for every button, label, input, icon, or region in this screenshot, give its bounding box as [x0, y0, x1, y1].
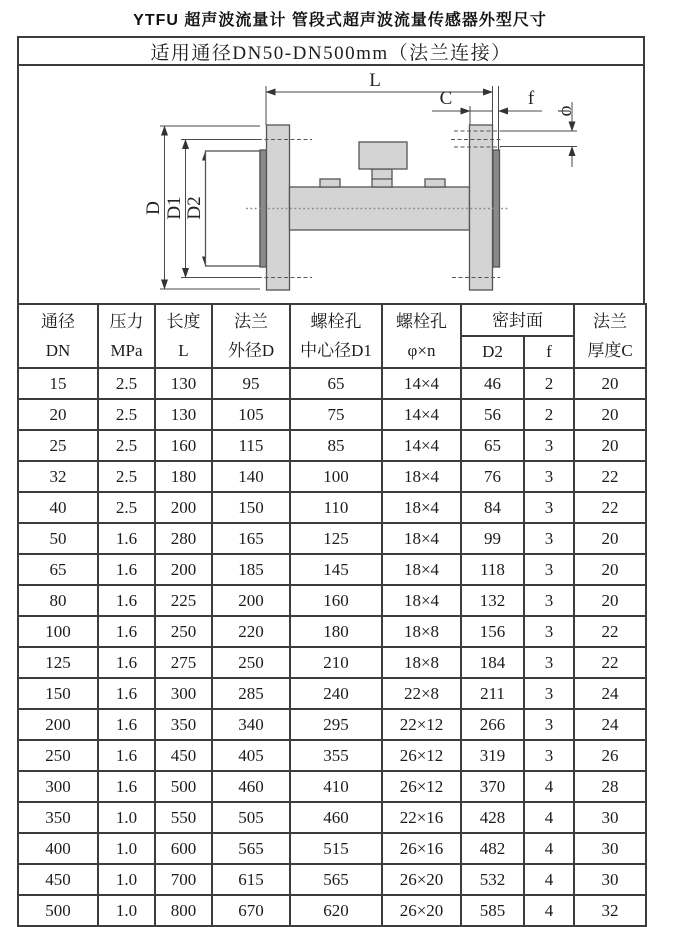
col-header-flange-thickness: 法兰 厚度C	[574, 304, 646, 368]
table-cell: 18×4	[382, 492, 461, 523]
label-f: f	[527, 88, 535, 109]
table-cell: 20	[574, 554, 646, 585]
subtitle-text: 适用通径DN50-DN500mm（法兰连接）	[150, 42, 512, 64]
table-row	[18, 368, 646, 399]
table-cell: 500	[18, 895, 98, 926]
table-cell: 75	[290, 399, 382, 430]
subtitle-bar	[17, 36, 645, 66]
table-cell: 65	[461, 430, 524, 461]
table-cell: 200	[155, 492, 212, 523]
table-cell: 400	[18, 833, 98, 864]
table-cell: 140	[212, 461, 290, 492]
label-phi: φ	[557, 105, 578, 117]
table-cell: 2	[524, 368, 574, 399]
table-cell: 165	[212, 523, 290, 554]
table-cell: 285	[212, 678, 290, 709]
dimension-drawing	[19, 66, 643, 303]
table-cell: 295	[290, 709, 382, 740]
table-row	[18, 864, 646, 895]
table-cell: 450	[155, 740, 212, 771]
table-cell: 132	[461, 585, 524, 616]
table-cell: 266	[461, 709, 524, 740]
table-cell: 84	[461, 492, 524, 523]
table-cell: 405	[212, 740, 290, 771]
table-cell: 22×12	[382, 709, 461, 740]
table-cell: 565	[212, 833, 290, 864]
table-cell: 50	[18, 523, 98, 554]
table-cell: 700	[155, 864, 212, 895]
left-transducer-port	[320, 179, 340, 187]
table-cell: 15	[18, 368, 98, 399]
table-cell: 30	[574, 864, 646, 895]
table-row	[18, 802, 646, 833]
table-cell: 2.5	[98, 368, 155, 399]
table-cell: 180	[155, 461, 212, 492]
table-cell: 450	[18, 864, 98, 895]
table-cell: 56	[461, 399, 524, 430]
table-cell: 20	[574, 585, 646, 616]
table-cell: 600	[155, 833, 212, 864]
table-cell: 2.5	[98, 430, 155, 461]
content-frame	[17, 36, 645, 927]
table-cell: 800	[155, 895, 212, 926]
table-row	[18, 585, 646, 616]
table-row	[18, 833, 646, 864]
table-cell: 130	[155, 368, 212, 399]
table-cell: 118	[461, 554, 524, 585]
col-header-flange-od: 法兰 外径D	[212, 304, 290, 368]
table-header	[18, 304, 646, 368]
junction-box-stem	[372, 169, 392, 187]
col-header-pressure: 压力 MPa	[98, 304, 155, 368]
table-cell: 115	[212, 430, 290, 461]
table-cell: 620	[290, 895, 382, 926]
table-cell: 240	[290, 678, 382, 709]
table-cell: 150	[212, 492, 290, 523]
table-cell: 220	[212, 616, 290, 647]
table-cell: 1.6	[98, 554, 155, 585]
table-cell: 24	[574, 709, 646, 740]
table-cell: 550	[155, 802, 212, 833]
table-cell: 505	[212, 802, 290, 833]
table-cell: 250	[155, 616, 212, 647]
table-cell: 22	[574, 461, 646, 492]
table-cell: 185	[212, 554, 290, 585]
table-row	[18, 740, 646, 771]
table-cell: 460	[290, 802, 382, 833]
table-cell: 30	[574, 802, 646, 833]
table-cell: 28	[574, 771, 646, 802]
table-cell: 145	[290, 554, 382, 585]
table-cell: 40	[18, 492, 98, 523]
table-cell: 180	[290, 616, 382, 647]
table-cell: 3	[524, 709, 574, 740]
table-cell: 3	[524, 647, 574, 678]
table-cell: 1.6	[98, 771, 155, 802]
table-row	[18, 554, 646, 585]
table-cell: 4	[524, 895, 574, 926]
table-cell: 26×20	[382, 864, 461, 895]
table-cell: 3	[524, 461, 574, 492]
sensor-outline-diagram	[17, 64, 645, 305]
table-cell: 211	[461, 678, 524, 709]
table-cell: 3	[524, 678, 574, 709]
table-cell: 428	[461, 802, 524, 833]
table-cell: 20	[574, 523, 646, 554]
table-cell: 22	[574, 647, 646, 678]
document-title: YTFU 超声波流量计 管段式超声波流量传感器外型尺寸	[133, 12, 547, 29]
col-header-f: f	[524, 336, 574, 368]
junction-box	[359, 142, 407, 169]
table-cell: 22×8	[382, 678, 461, 709]
table-cell: 100	[290, 461, 382, 492]
table-cell: 85	[290, 430, 382, 461]
table-cell: 65	[290, 368, 382, 399]
table-cell: 670	[212, 895, 290, 926]
table-cell: 500	[155, 771, 212, 802]
table-cell: 1.0	[98, 802, 155, 833]
table-cell: 1.6	[98, 709, 155, 740]
table-cell: 3	[524, 740, 574, 771]
table-cell: 22	[574, 616, 646, 647]
table-row	[18, 461, 646, 492]
table-cell: 210	[290, 647, 382, 678]
table-cell: 20	[574, 368, 646, 399]
right-transducer-port	[425, 179, 445, 187]
table-cell: 95	[212, 368, 290, 399]
col-header-dn: 通径 DN	[18, 304, 98, 368]
table-row	[18, 709, 646, 740]
table-cell: 4	[524, 864, 574, 895]
table-cell: 275	[155, 647, 212, 678]
col-header-length: 长度 L	[155, 304, 212, 368]
table-row	[18, 616, 646, 647]
table-cell: 160	[155, 430, 212, 461]
label-D2: D2	[184, 196, 205, 220]
dimension-table	[17, 303, 647, 927]
table-cell: 26×12	[382, 740, 461, 771]
table-cell: 20	[18, 399, 98, 430]
col-header-bolt-circle: 螺栓孔 中心径D1	[290, 304, 382, 368]
table-cell: 370	[461, 771, 524, 802]
table-cell: 3	[524, 430, 574, 461]
col-header-bolt-holes: 螺栓孔 φ×n	[382, 304, 461, 368]
table-row	[18, 430, 646, 461]
table-cell: 532	[461, 864, 524, 895]
table-cell: 125	[290, 523, 382, 554]
table-cell: 200	[18, 709, 98, 740]
table-cell: 18×4	[382, 461, 461, 492]
table-cell: 14×4	[382, 430, 461, 461]
table-cell: 18×8	[382, 647, 461, 678]
table-cell: 250	[212, 647, 290, 678]
table-row	[18, 771, 646, 802]
table-cell: 125	[18, 647, 98, 678]
table-cell: 515	[290, 833, 382, 864]
table-cell: 1.0	[98, 833, 155, 864]
table-row	[18, 678, 646, 709]
table-cell: 22	[574, 492, 646, 523]
table-cell: 280	[155, 523, 212, 554]
table-cell: 100	[18, 616, 98, 647]
table-cell: 26×16	[382, 833, 461, 864]
table-cell: 20	[574, 399, 646, 430]
table-cell: 160	[290, 585, 382, 616]
table-cell: 1.6	[98, 585, 155, 616]
table-cell: 26×12	[382, 771, 461, 802]
table-cell: 14×4	[382, 368, 461, 399]
table-cell: 300	[18, 771, 98, 802]
table-cell: 130	[155, 399, 212, 430]
table-cell: 4	[524, 771, 574, 802]
right-flange	[470, 125, 493, 290]
table-cell: 1.6	[98, 523, 155, 554]
table-cell: 2.5	[98, 492, 155, 523]
table-cell: 25	[18, 430, 98, 461]
table-cell: 350	[18, 802, 98, 833]
table-cell: 1.6	[98, 740, 155, 771]
table-cell: 32	[18, 461, 98, 492]
table-cell: 18×4	[382, 554, 461, 585]
table-cell: 460	[212, 771, 290, 802]
table-cell: 184	[461, 647, 524, 678]
table-cell: 3	[524, 554, 574, 585]
col-header-seal-face-group: 密封面	[461, 304, 574, 336]
table-cell: 1.0	[98, 864, 155, 895]
table-cell: 24	[574, 678, 646, 709]
table-cell: 250	[18, 740, 98, 771]
table-cell: 482	[461, 833, 524, 864]
table-row	[18, 523, 646, 554]
table-cell: 565	[290, 864, 382, 895]
table-cell: 225	[155, 585, 212, 616]
table-row	[18, 492, 646, 523]
table-cell: 150	[18, 678, 98, 709]
table-cell: 32	[574, 895, 646, 926]
table-row	[18, 895, 646, 926]
table-cell: 99	[461, 523, 524, 554]
table-cell: 20	[574, 430, 646, 461]
table-cell: 14×4	[382, 399, 461, 430]
label-D: D	[143, 201, 164, 215]
table-cell: 300	[155, 678, 212, 709]
table-cell: 80	[18, 585, 98, 616]
table-cell: 319	[461, 740, 524, 771]
table-cell: 2.5	[98, 461, 155, 492]
table-cell: 1.6	[98, 616, 155, 647]
table-cell: 1.6	[98, 678, 155, 709]
table-cell: 355	[290, 740, 382, 771]
table-cell: 200	[155, 554, 212, 585]
table-cell: 156	[461, 616, 524, 647]
table-cell: 2	[524, 399, 574, 430]
table-cell: 4	[524, 833, 574, 864]
table-cell: 26	[574, 740, 646, 771]
table-cell: 18×8	[382, 616, 461, 647]
table-cell: 76	[461, 461, 524, 492]
table-cell: 585	[461, 895, 524, 926]
table-cell: 340	[212, 709, 290, 740]
table-cell: 22×16	[382, 802, 461, 833]
table-cell: 350	[155, 709, 212, 740]
col-header-d2: D2	[461, 336, 524, 368]
table-cell: 3	[524, 523, 574, 554]
table-cell: 26×20	[382, 895, 461, 926]
table-body	[18, 368, 646, 926]
table-cell: 3	[524, 616, 574, 647]
table-cell: 1.0	[98, 895, 155, 926]
label-L: L	[369, 70, 381, 91]
table-cell: 46	[461, 368, 524, 399]
table-cell: 410	[290, 771, 382, 802]
table-cell: 3	[524, 585, 574, 616]
table-cell: 18×4	[382, 585, 461, 616]
table-cell: 18×4	[382, 523, 461, 554]
table-cell: 615	[212, 864, 290, 895]
label-D1: D1	[164, 196, 185, 220]
table-row	[18, 647, 646, 678]
table-cell: 105	[212, 399, 290, 430]
table-cell: 30	[574, 833, 646, 864]
left-flange	[267, 125, 290, 290]
table-cell: 2.5	[98, 399, 155, 430]
label-C: C	[439, 88, 453, 109]
table-cell: 110	[290, 492, 382, 523]
table-cell: 200	[212, 585, 290, 616]
table-cell: 1.6	[98, 647, 155, 678]
table-row	[18, 399, 646, 430]
table-cell: 4	[524, 802, 574, 833]
table-cell: 65	[18, 554, 98, 585]
table-cell: 3	[524, 492, 574, 523]
